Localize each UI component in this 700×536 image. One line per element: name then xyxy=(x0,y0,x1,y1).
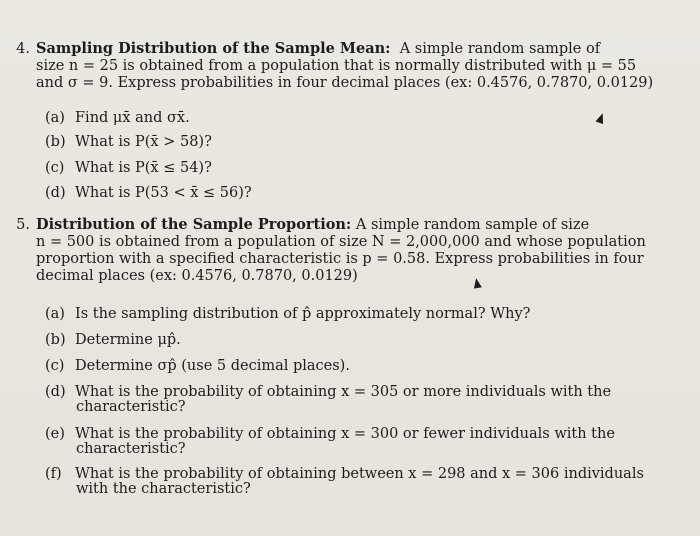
problem-5-line3: proportion with a specified characteristic is p = 0.58. Express probabilities in four xyxy=(36,251,644,267)
problem-5-number: 5. xyxy=(16,217,30,233)
problem-5-part-c: (c) Determine σp̂ (use 5 decimal places). xyxy=(45,358,350,374)
problem-4 xyxy=(0,40,700,92)
problem-4-line1: A simple random sample of xyxy=(399,41,601,57)
problem-5-part-e: (e) What is the probability of obtaining x = 300 or fewer individuals with the characteristic? xyxy=(45,426,615,457)
problem-4-number: 4. xyxy=(16,41,30,57)
problem-5-title: Distribution of the Sample Proportion: xyxy=(36,216,352,233)
problem-5-line2: n = 500 is obtained from a population of size N = 2,000,000 and whose population xyxy=(36,234,646,250)
problem-5-part-a: (a) Is the sampling distribution of p̂ approximately normal? Why? xyxy=(45,306,531,322)
problem-4-statement xyxy=(0,40,700,92)
problem-5-line1: A simple random sample of size xyxy=(355,217,590,233)
problem-5-part-f: (f) What is the probability of obtaining between x = 298 and x = 306 individuals with the characteristic? xyxy=(45,466,644,497)
problem-5-statement xyxy=(0,216,700,285)
problem-4-part-a: (a) Find μx̄ and σx̄. xyxy=(45,110,190,126)
problem-4-part-b: (b) What is P(x̄ > 58)? xyxy=(45,134,212,150)
problem-5 xyxy=(0,216,700,285)
cursor-mark-icon xyxy=(596,112,607,124)
problem-4-part-d: (d) What is P(53 < x̄ ≤ 56)? xyxy=(45,185,252,201)
problem-4-part-c: (c) What is P(x̄ ≤ 54)? xyxy=(45,160,212,176)
problem-4-title: Sampling Distribution of the Sample Mean: xyxy=(36,40,391,57)
problem-5-part-b: (b) Determine μp̂. xyxy=(45,332,181,348)
problem-4-line3: and σ = 9. Express probabilities in four decimal places (ex: 0.4576, 0.7870, 0.0129) xyxy=(36,75,654,91)
mouse-pointer-icon xyxy=(472,277,482,288)
problem-4-line2: size n = 25 is obtained from a population that is normally distributed with μ = 55 xyxy=(36,58,637,74)
problem-5-part-d: (d) What is the probability of obtaining x = 305 or more individuals with the characteristic? xyxy=(45,384,612,415)
problem-5-line4: decimal places (ex: 0.4576, 0.7870, 0.0129) xyxy=(36,268,358,284)
